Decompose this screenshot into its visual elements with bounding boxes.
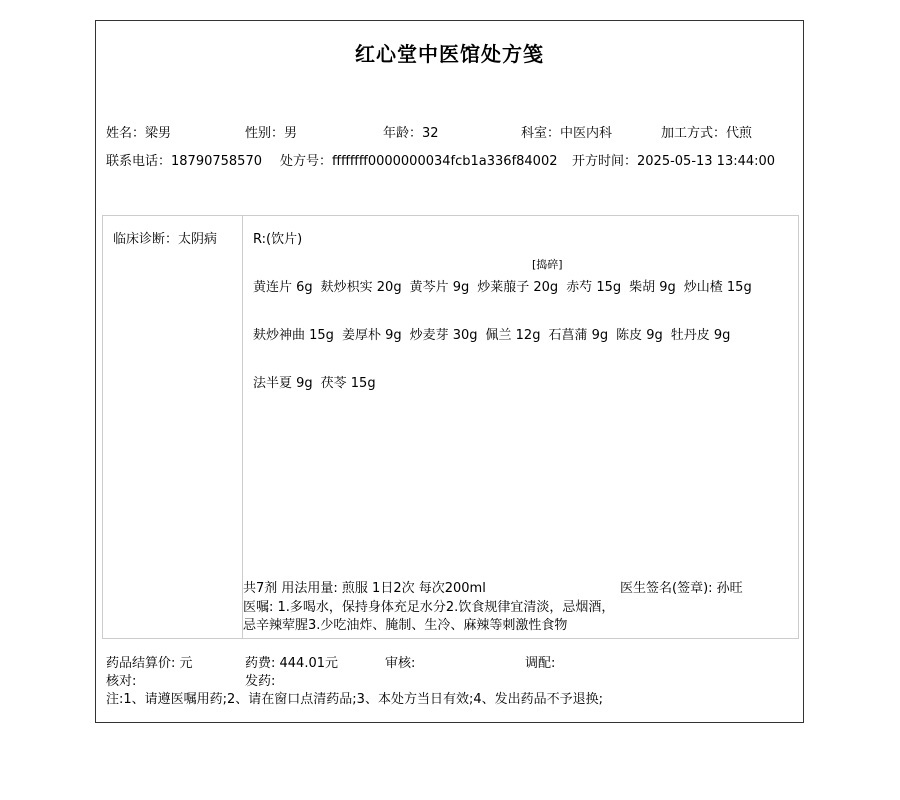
prescription-body <box>102 215 799 639</box>
clinical-diagnosis: 临床诊断：太阴病 <box>113 232 218 247</box>
herb-item: 炒麦芽 30g <box>409 328 478 343</box>
prescription-number: 处方号：ffffffff0000000034fcb1a336f84002 <box>280 154 558 169</box>
herb-item: 姜厚朴 9g <box>341 328 402 343</box>
medical-advice-line-1: 医嘱: 1.多喝水，保持身体充足水分2.饮食规律宜清淡，忌烟酒， <box>243 600 615 615</box>
page-title: 红心堂中医馆处方笺 <box>355 42 544 66</box>
doctor-signature: 医生签名(签章): 孙旺 <box>620 581 743 596</box>
herb-item: 麸炒枳实 20g <box>320 280 402 295</box>
herb-item: 石菖蒲 9g <box>548 328 609 343</box>
herb-line-2 <box>253 324 738 343</box>
dispense-prep-field: 调配: <box>525 656 556 671</box>
medical-advice-line-2: 忌辛辣荤腥3.少吃油炸、腌制、生冷、麻辣等刺激性食物 <box>243 618 568 633</box>
patient-gender: 性别：男 <box>245 126 298 141</box>
herb-item: 佩兰 12g <box>485 328 541 343</box>
herb-item: 赤芍 15g <box>566 280 622 295</box>
herb-item: 陈皮 9g <box>616 328 663 343</box>
patient-age: 年龄：32 <box>383 126 439 141</box>
herb-item: 法半夏 9g <box>253 376 313 391</box>
drug-fee: 药费: 444.01元 <box>245 656 338 671</box>
patient-name: 姓名：梁男 <box>106 126 172 141</box>
column-divider <box>242 216 243 638</box>
drug-settlement-price: 药品结算价: 元 <box>106 656 193 671</box>
patient-department: 科室：中医内科 <box>521 126 613 141</box>
herb-item: 炒莱菔子 20g <box>477 280 559 295</box>
dispense-field: 发药: <box>245 674 276 689</box>
footer-note: 注:1、请遵医嘱用药;2、请在窗口点清药品;3、本处方当日有效;4、发出药品不予退换; <box>106 692 603 707</box>
herb-item: 黄连片 6g <box>253 280 313 295</box>
processing-method: 加工方式：代煎 <box>661 126 753 141</box>
herb-item: 柴胡 9g <box>629 280 676 295</box>
herb-item: 炒山楂 15g <box>683 280 752 295</box>
review-field: 审核: <box>385 656 416 671</box>
herb-item: 麸炒神曲 15g <box>253 328 334 343</box>
usage-dosage: 共7剂 用法用量: 煎服 1日2次 每次200ml <box>243 581 486 596</box>
patient-phone: 联系电话：18790758570 <box>106 154 262 169</box>
herb-line-3 <box>253 372 384 391</box>
prescription-time: 开方时间：2025-05-13 13:44:00 <box>572 154 776 169</box>
rx-header: R:(饮片) <box>253 232 303 247</box>
prescription-sheet <box>95 20 804 723</box>
herb-item: 黄芩片 9g <box>409 280 470 295</box>
herb-item: 牡丹皮 9g <box>670 328 731 343</box>
herb-processing-note: [捣碎] <box>532 258 563 271</box>
herb-item: 茯苓 15g <box>320 376 376 391</box>
herb-line-1 <box>253 276 760 295</box>
check-field: 核对: <box>106 674 137 689</box>
